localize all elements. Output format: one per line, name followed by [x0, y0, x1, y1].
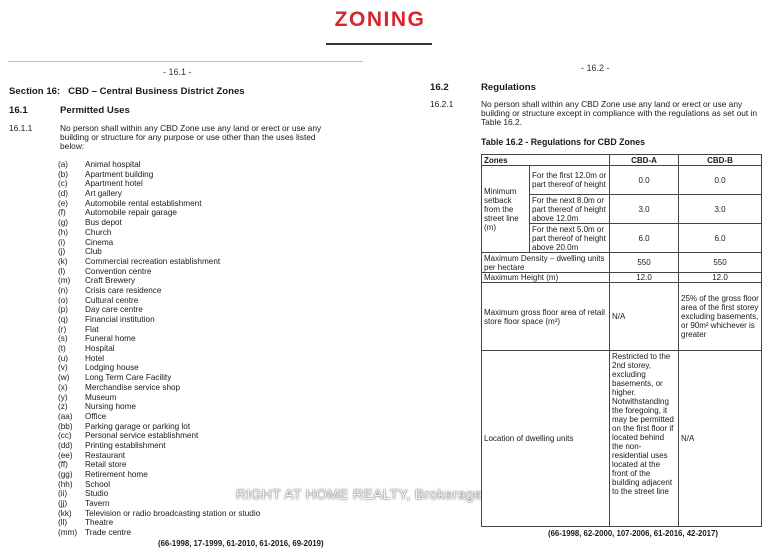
cbd-b-value: 25% of the gross floor area of the first storey excluding basements, or 90m² whichever is greater — [679, 283, 762, 351]
list-item-letter: (f) — [58, 208, 66, 218]
list-item-text: Museum — [85, 392, 117, 402]
cbd-a-value: 550 — [610, 253, 679, 273]
clause-text: No person shall within any CBD Zone use any land or erect or use any building or structure for any purpose or use other than the uses listed below: — [60, 123, 322, 152]
list-item-letter: (l) — [58, 266, 66, 276]
list-item-text: Apartment hotel — [85, 179, 143, 189]
subsection-title: Permitted Uses — [60, 105, 130, 116]
list-item-letter: (mm) — [58, 528, 78, 538]
regulation-clause-number: 16.2.1 — [430, 99, 454, 109]
header-cbd-a: CBD-A — [610, 155, 679, 166]
list-item-letter: (d) — [58, 189, 69, 199]
dwelling-label: Location of dwelling units — [482, 351, 610, 527]
list-item-text: Printing establishment — [85, 440, 166, 450]
list-item-letter: (bb) — [58, 421, 73, 431]
table-row — [482, 351, 762, 527]
section-heading: Section 16: CBD – Central Business District Zones — [9, 86, 245, 97]
regulations-table — [481, 154, 762, 527]
list-item-text: Flat — [85, 324, 99, 334]
list-item-letter: (e) — [58, 198, 69, 208]
height-label: Maximum Height (m) — [482, 273, 610, 283]
setback-label: Minimum setback from the street line (m) — [482, 166, 530, 253]
list-item-text: Personal service establishment — [85, 431, 199, 441]
list-item-letter: (a) — [58, 160, 69, 169]
list-item-text: Merchandise service shop — [85, 382, 181, 392]
setback-row-label: For the first 12.0m or part thereof of height — [530, 166, 610, 195]
right-footnote: (66-1998, 62-2000, 107-2006, 61-2016, 42-2017) — [548, 529, 718, 538]
list-item-text: Funeral home — [85, 334, 136, 344]
list-item-letter: (r) — [58, 324, 67, 334]
title-underline — [326, 43, 432, 45]
gfa-label: Maximum gross floor area of retail store floor space (m²) — [482, 283, 610, 351]
list-item-text: Theatre — [85, 518, 114, 528]
list-item-letter: (hh) — [58, 479, 73, 489]
list-item-letter: (c) — [58, 179, 68, 189]
list-item-text: Trade centre — [85, 528, 132, 538]
page-title: ZONING — [334, 8, 426, 31]
list-item-text: Art gallery — [85, 189, 122, 199]
list-item-letter: (z) — [58, 402, 68, 412]
cbd-b-value: 550 — [679, 253, 762, 273]
list-item-letter: (cc) — [58, 431, 72, 441]
table-row — [482, 253, 762, 273]
list-item-letter: (m) — [58, 276, 71, 286]
left-footnote: (66-1998, 17-1999, 61-2010, 61-2016, 69-2019) — [158, 539, 324, 548]
list-item-letter: (ee) — [58, 450, 73, 460]
list-item-letter: (dd) — [58, 440, 73, 450]
subsection-number: 16.1 — [9, 105, 28, 116]
cbd-a-value: 3.0 — [610, 195, 679, 224]
list-item-text: Club — [85, 247, 102, 257]
list-item-letter: (x) — [58, 382, 68, 392]
list-item-letter: (v) — [58, 363, 68, 373]
cbd-b-value: 3.0 — [679, 195, 762, 224]
list-item-letter: (i) — [58, 237, 66, 247]
list-item-letter: (k) — [58, 256, 68, 266]
list-item-letter: (w) — [58, 373, 70, 383]
list-item-letter: (o) — [58, 295, 69, 305]
list-item-text: Restaurant — [85, 450, 126, 460]
list-item-text: Lodging house — [85, 363, 139, 373]
list-item-text: Bus depot — [85, 218, 122, 228]
header-cbd-b: CBD-B — [679, 155, 762, 166]
list-item-letter: (ll) — [58, 518, 68, 528]
section-title: Regulations — [481, 82, 536, 93]
list-item-text: Animal hospital — [85, 160, 141, 169]
list-item-text: Automobile repair garage — [85, 208, 177, 218]
table-header-row — [482, 155, 762, 166]
table-row — [482, 273, 762, 283]
list-item-letter: (u) — [58, 353, 69, 363]
list-item-text: Parking garage or parking lot — [85, 421, 191, 431]
cbd-b-value: 0.0 — [679, 166, 762, 195]
list-item-letter: (y) — [58, 392, 68, 402]
regulation-clause-text: No person shall within any CBD Zone use any land or erect or use any building or structure except in compliance with the regulations as set out in Table 16.2. — [481, 99, 758, 128]
list-item-text: Financial institution — [85, 315, 155, 324]
cbd-b-value: N/A — [679, 351, 762, 527]
list-item-text: Apartment building — [85, 169, 154, 179]
list-item-letter: (h) — [58, 227, 69, 237]
left-page-number: - 16.1 - — [163, 67, 192, 77]
list-item-text: Studio — [85, 489, 109, 499]
list-item-text: Nursing home — [85, 402, 136, 412]
list-item-text: Commercial recreation establishment — [85, 256, 221, 266]
list-item-letter: (p) — [58, 305, 69, 315]
left-page-divider — [8, 61, 363, 62]
list-item-text: Office — [85, 411, 107, 421]
list-item-text: Church — [85, 227, 112, 237]
list-item-text: Day care centre — [85, 305, 143, 315]
list-item-text: Hotel — [85, 353, 105, 363]
list-item-letter: (g) — [58, 218, 69, 228]
list-item-letter: (kk) — [58, 508, 72, 518]
table-row — [482, 166, 762, 195]
list-item-letter: (s) — [58, 334, 68, 344]
clause-number: 16.1.1 — [9, 123, 33, 133]
list-item-text: Tavern — [85, 499, 110, 509]
list-item-text: Crisis care residence — [85, 285, 162, 295]
list-item-letter: (b) — [58, 169, 69, 179]
list-item-text: Retirement home — [85, 470, 148, 479]
list-item-text: Hospital — [85, 344, 115, 354]
list-item-letter: (t) — [58, 344, 66, 354]
list-item-text: School — [85, 479, 111, 489]
setback-row-label: For the next 8.0m or part thereof of height above 12.0m — [530, 195, 610, 224]
brokerage-watermark: RIGHT AT HOME REALTY, Brokerage — [236, 486, 483, 502]
list-item-text: Convention centre — [85, 266, 152, 276]
list-item-letter: (n) — [58, 285, 69, 295]
list-item-letter: (aa) — [58, 411, 73, 421]
list-item-letter: (ff) — [58, 460, 68, 470]
cbd-a-value: 0.0 — [610, 166, 679, 195]
cbd-a-value: Restricted to the 2nd storey, excluding basements, or higher. Notwithstanding the foregoing, it may be permitted on the first floor if located behind the non-residential uses located at the front of the building adjacent to the street line — [610, 351, 679, 527]
cbd-b-value: 12.0 — [679, 273, 762, 283]
section-number: 16.2 — [430, 82, 449, 93]
list-item-text: Automobile rental establishment — [85, 198, 202, 208]
list-item-text: Cinema — [85, 237, 114, 247]
cbd-a-value: N/A — [610, 283, 679, 351]
list-item-letter: (jj) — [58, 499, 68, 509]
list-item-text: Retail store — [85, 460, 127, 470]
list-item-text: Television or radio broadcasting station or studio — [85, 508, 261, 518]
cbd-b-value: 6.0 — [679, 224, 762, 253]
table-title: Table 16.2 - Regulations for CBD Zones — [481, 137, 646, 147]
cbd-a-value: 12.0 — [610, 273, 679, 283]
right-page-number: - 16.2 - — [581, 63, 610, 73]
list-item-letter: (gg) — [58, 470, 73, 479]
header-zones: Zones — [482, 155, 610, 166]
setback-row-label: For the next 5.0m or part thereof of height above 20.0m — [530, 224, 610, 253]
list-item-text: Long Term Care Facility — [85, 373, 172, 383]
list-item-letter: (q) — [58, 315, 69, 324]
cbd-a-value: 6.0 — [610, 224, 679, 253]
list-item-text: Craft Brewery — [85, 276, 136, 286]
list-item-letter: (ii) — [58, 489, 68, 499]
list-item-letter: (j) — [58, 247, 66, 257]
table-row — [482, 283, 762, 351]
list-item-text: Cultural centre — [85, 295, 139, 305]
density-label: Maximum Density – dwelling units per hectare — [482, 253, 610, 273]
